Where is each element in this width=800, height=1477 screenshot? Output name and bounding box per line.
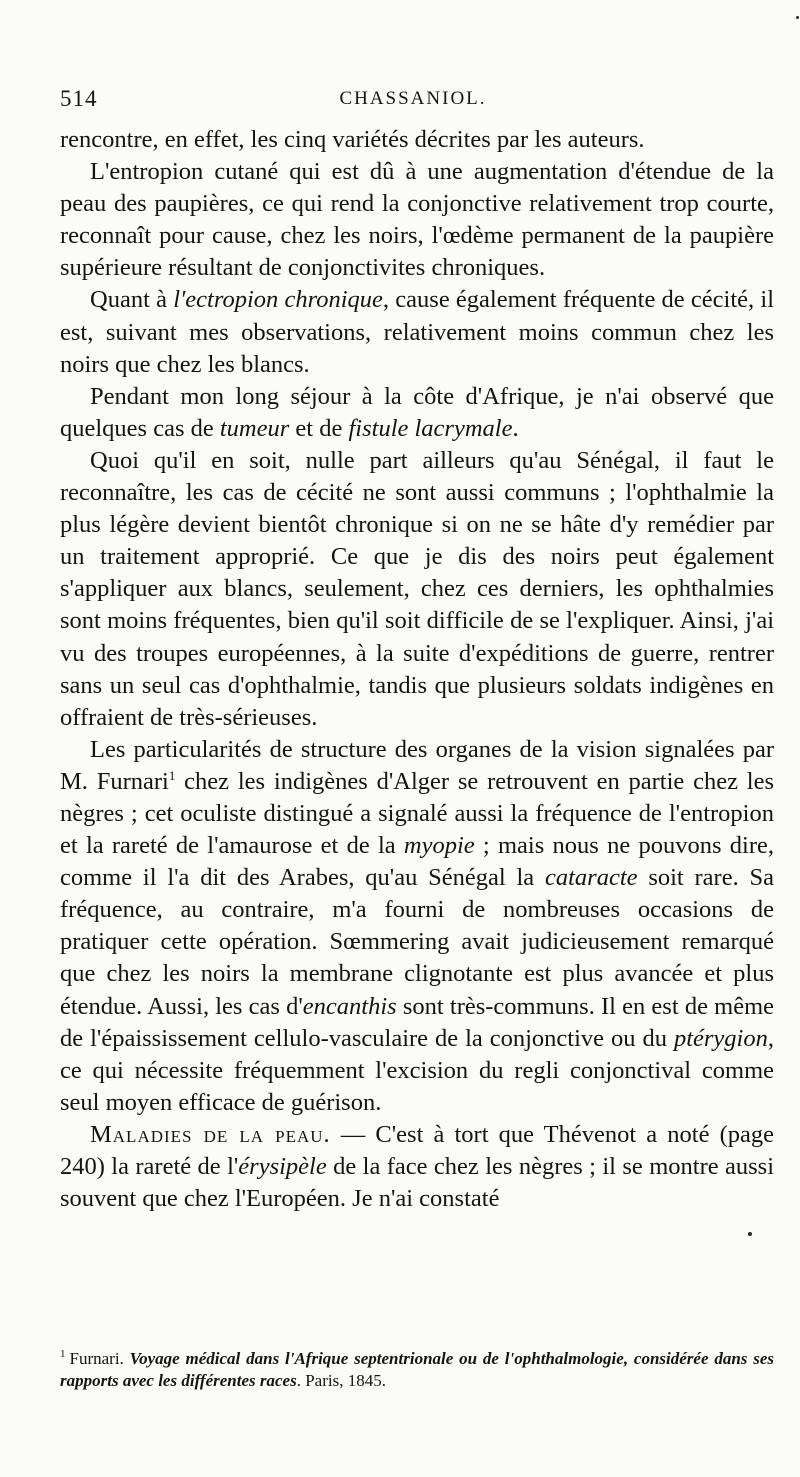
text-run: Les particularités de structure des organes de la vision signalées par M. Furnari: [60, 735, 774, 795]
text-run: soit rare. Sa fréquence, au contraire, m'a fourni de nombreuses occasions de pratiquer cette opération. Sœmmering avait judicieusement remarqué que chez les noirs la membrane clignotante est plus avancée et plus étendue. Aussi, les cas d': [60, 864, 775, 1020]
text-run: , cause également fréquente de cécité, il est, suivant mes observations, relativement moins commun chez les noirs que chez les blancs.: [60, 286, 774, 378]
italic-text: érysipèle: [238, 1153, 327, 1180]
italic-text: ptérygion: [673, 1024, 768, 1052]
italic-text: Voyage médical dans l'Afrique septentrionale ou de l'ophthalmologie, considérée dans ses rapports avec les différentes races: [60, 1349, 774, 1390]
text-run: de la face chez les nègres ; il se montre aussi souvent que chez l'Européen. Je n'ai constaté: [60, 1153, 775, 1213]
paragraph: [60, 124, 774, 156]
italic-text: fistule lacrymale: [348, 414, 513, 442]
paragraph: [60, 734, 774, 1119]
page-header: [60, 86, 766, 120]
text-run: .: [512, 414, 519, 442]
paragraph: [60, 284, 774, 380]
text-run: Furnari.: [69, 1349, 130, 1368]
body-text: [60, 124, 774, 1215]
text-run: Quant à: [90, 286, 174, 314]
footnote-text: [60, 1349, 774, 1390]
footnote-mark: 1: [60, 1348, 66, 1361]
text-run: sont très-communs. Il en est de même de l'épaississement cellulo-vasculaire de la conjonctive ou du: [60, 992, 774, 1052]
footnote: [60, 1348, 774, 1392]
text-run: , ce qui nécessite fréquemment l'excision du regli conjonctival comme seul moyen efficace de guérison.: [60, 1024, 774, 1116]
text-run: Quoi qu'il en soit, nulle part ailleurs qu'au Sénégal, il faut le reconnaître, les cas de cécité ne sont aussi communs ; l'ophthalmie la plus légère devient bientôt chronique si on ne se hâte d'y remédier par un traitement approprié. Ce que je dis des noirs peut également s'appliquer aux blancs, seulement, chez ces derniers, les ophthalmies sont moins fréquentes, bien qu'il soit difficile de se l'expliquer. Ainsi, j'ai vu des troupes européennes, à la suite d'expéditions de guerre, rentrer sans un seul cas d'ophthalmie, tandis que plusieurs soldats indigènes en offraient de très-sérieuses.: [60, 446, 774, 731]
print-speck: [796, 16, 799, 19]
text-run: — C'est à tort que Thévenot a noté (page 240) la rareté de l': [60, 1120, 774, 1180]
paragraph: [60, 381, 774, 445]
print-speck: [748, 1232, 752, 1236]
page-number: 514: [60, 86, 98, 111]
footnote-reference: 1: [168, 767, 176, 783]
text-run: et de: [289, 414, 349, 442]
italic-text: cataracte: [544, 864, 638, 892]
italic-text: l'ectropion chronique: [173, 286, 383, 314]
text-run: Pendant mon long séjour à la côte d'Afrique, je n'ai observé que quelques cas de: [60, 382, 774, 442]
italic-text: encanthis: [302, 992, 397, 1020]
paragraph: [60, 445, 774, 734]
text-run: ; mais nous ne pouvons dire, comme il l'a dit des Arabes, qu'au Sénégal la: [60, 832, 774, 892]
text-run: chez les indigènes d'Alger se retrouvent en partie chez les nègres ; cet oculiste distingué a signalé aussi la fréquence de l'entropion et la rareté de l'amaurose et de la: [60, 767, 774, 860]
section-heading: Maladies de la peau.: [90, 1120, 331, 1148]
paragraph: [60, 156, 774, 284]
text-run: L'entropion cutané qui est dû à une augmentation d'étendue de la peau des paupières, ce qui rend la conjonctive relativement trop courte, reconnaît pour cause, chez les noirs, l'œdème permanent de la paupière supérieure résultant de conjonctivites chroniques.: [60, 158, 774, 282]
paragraph: [60, 1119, 774, 1215]
text-run: rencontre, en effet, les cinq variétés décrites par les auteurs.: [60, 126, 645, 153]
italic-text: tumeur: [219, 414, 290, 442]
text-run: . Paris, 1845.: [296, 1371, 386, 1390]
italic-text: myopie: [403, 832, 475, 860]
running-head: CHASSANIOL.: [339, 88, 487, 109]
